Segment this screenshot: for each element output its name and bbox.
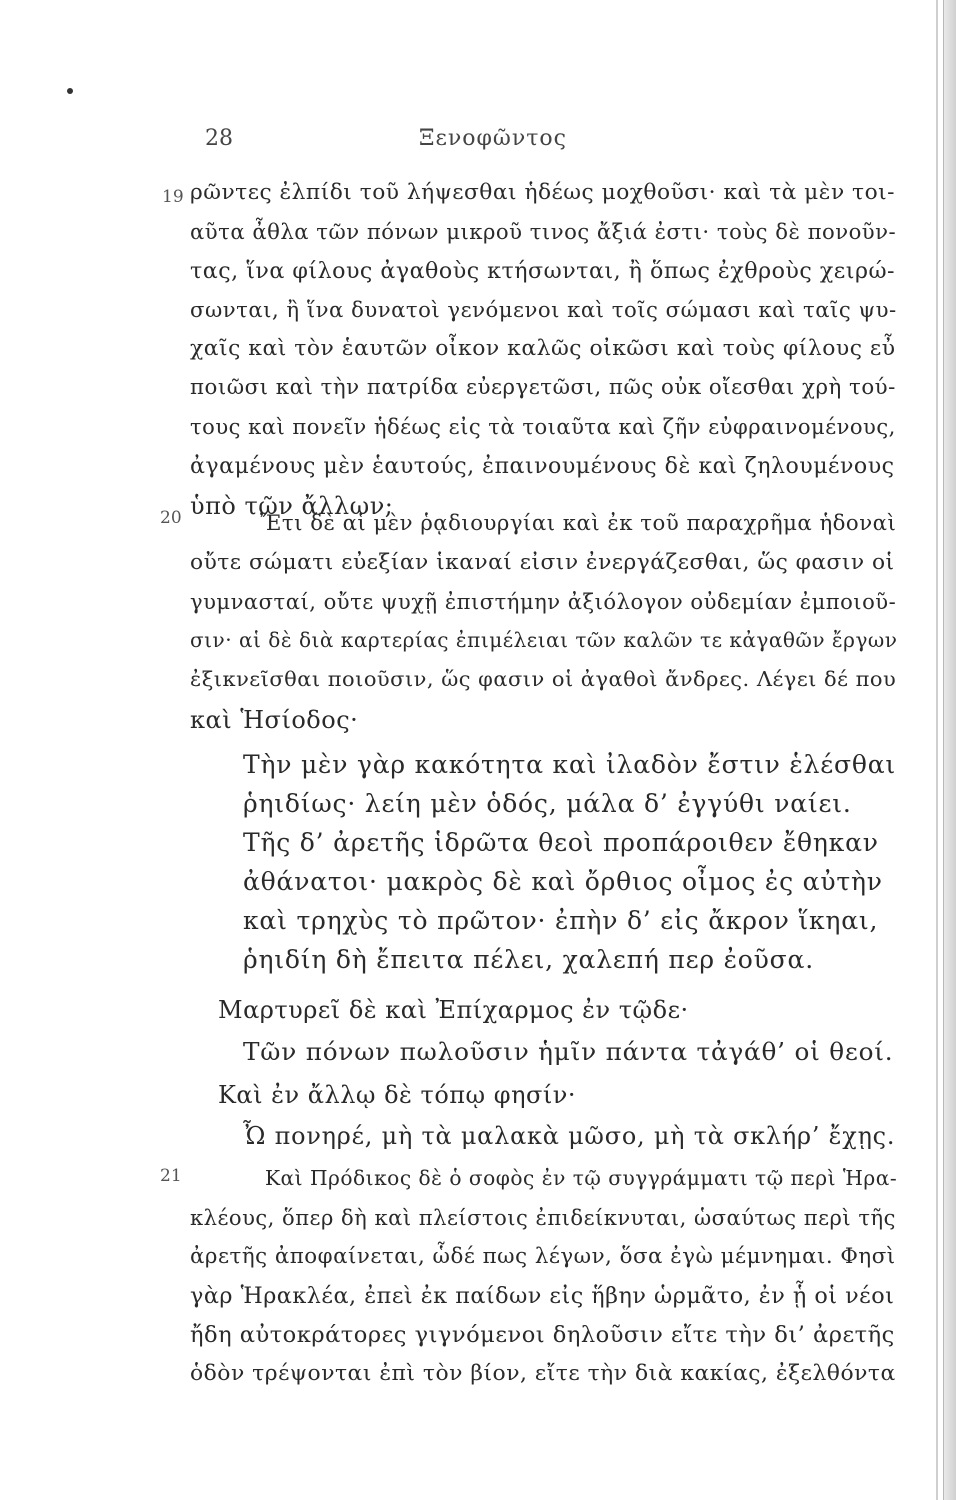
epicharmus-verse: Τῶν πόνων πωλοῦσιν ἡμῖν πάντα τἀγάθ’ οἱ θεοί. xyxy=(243,1037,894,1066)
page-edge xyxy=(943,0,956,1500)
epicharmus-intro: Μαρτυρεῖ δὲ καὶ Ἐπίχαρμος ἐν τῷδε· xyxy=(218,996,689,1024)
page-header xyxy=(0,122,956,162)
text-line: χαῖς καὶ τὸν ἑαυτῶν οἶκον καλῶς οἰκῶσι καὶ τοὺς φίλους εὖ xyxy=(190,336,896,361)
running-title: Ξενοφῶντος xyxy=(419,126,567,151)
page-edge-shadow xyxy=(936,0,938,1500)
ink-dot xyxy=(67,88,73,94)
verse-line: ἀθάνατοι· μακρὸς δὲ καὶ ὄρθιος οἶμος ἐς αὐτὴν xyxy=(243,867,883,896)
section-number-21: 21 xyxy=(160,1166,182,1186)
text-line: γυμνασταί, οὔτε ψυχῇ ἐπιστήμην ἀξιόλογον οὐδεμίαν ἐμποιοῦ- xyxy=(190,589,897,614)
verse-line: Τῆς δ’ ἀρετῆς ἱδρῶτα θεοὶ προπάροιθεν ἔθηκαν xyxy=(243,828,879,857)
epicharmus-verse-2: Ὦ πονηρέ, μὴ τὰ μαλακὰ μῶσο, μὴ τὰ σκλήρ’ ἔχῃς. xyxy=(243,1122,896,1150)
text-line: ἤδη αὐτοκράτορες γιγνόμενοι δηλοῦσιν εἴτε τὴν δι’ ἀρετῆς xyxy=(190,1322,895,1348)
verse-line: Τὴν μὲν γὰρ κακότητα καὶ ἰλαδὸν ἔστιν ἑλέσθαι xyxy=(243,750,897,779)
text-line: ὑπὸ τῶν ἄλλων; xyxy=(190,492,394,520)
section-number-20: 20 xyxy=(160,508,182,528)
text-line: τας, ἵνα φίλους ἀγαθοὺς κτήσωνται, ἢ ὅπως ἐχθροὺς χειρώ- xyxy=(190,258,896,284)
text-line: Καὶ Πρόδικος δὲ ὁ σοφὸς ἐν τῷ συγγράμματι τῷ περὶ Ἡρα- xyxy=(265,1166,898,1190)
text-line: οὔτε σώματι εὐεξίαν ἱκαναί εἰσιν ἐνεργάζεσθαι, ὥς φασιν οἱ xyxy=(190,550,895,575)
epicharmus-intro-2: Καὶ ἐν ἄλλῳ δὲ τόπῳ φησίν· xyxy=(218,1081,576,1109)
text-line: Ἔτι δὲ αἱ μὲν ῥᾳδιουργίαι καὶ ἐκ τοῦ παραχρῆμα ἡδοναὶ xyxy=(260,511,897,536)
verse-line: καὶ τρηχὺς τὸ πρῶτον· ἐπὴν δ’ εἰς ἄκρον ἵκηαι, xyxy=(243,906,879,935)
text-line: ἀρετῆς ἀποφαίνεται, ὧδέ πως λέγων, ὅσα ἐγὼ μέμνημαι. Φησὶ xyxy=(190,1244,896,1269)
page-number: 28 xyxy=(205,126,233,151)
text-line: ἐξικνεῖσθαι ποιοῦσιν, ὥς φασιν οἱ ἀγαθοὶ ἄνδρες. Λέγει δέ που xyxy=(190,667,897,691)
text-line: τους καὶ πονεῖν ἡδέως εἰς τὰ τοιαῦτα καὶ ζῆν εὐφραινομένους, xyxy=(190,414,896,439)
text-line: αῦτα ἆθλα τῶν πόνων μικροῦ τινος ἄξιά ἐστι· τοὺς δὲ πονοῦν- xyxy=(190,219,897,244)
text-line: ρῶντες ἐλπίδι τοῦ λήψεσθαι ἡδέως μοχθοῦσι· καὶ τὰ μὲν τοι- xyxy=(190,180,896,205)
text-line: ἀγαμένους μὲν ἑαυτούς, ἐπαινουμένους δὲ καὶ ζηλουμένους xyxy=(190,453,895,479)
text-line: καὶ Ἡσίοδος· xyxy=(190,706,359,734)
verse-line: ῥηιδίως· λείη μὲν ὁδός, μάλα δ’ ἐγγύθι ναίει. xyxy=(243,789,852,818)
text-line: ὁδὸν τρέψονται ἐπὶ τὸν βίον, εἴτε τὴν διὰ κακίας, ἐξελθόντα xyxy=(190,1361,896,1386)
text-line: ποιῶσι καὶ τὴν πατρίδα εὐεργετῶσι, πῶς οὐκ οἴεσθαι χρὴ τού- xyxy=(190,375,896,400)
text-line: κλέους, ὅπερ δὴ καὶ πλείστοις ἐπιδείκνυται, ὡσαύτως περὶ τῆς xyxy=(190,1205,896,1230)
text-line: σιν· αἱ δὲ διὰ καρτερίας ἐπιμέλειαι τῶν καλῶν τε κἀγαθῶν ἔργων xyxy=(190,628,898,652)
verse-line: ῥηιδίη δὴ ἔπειτα πέλει, χαλεπή περ ἐοῦσα. xyxy=(243,945,814,974)
text-line: γὰρ Ἡρακλέα, ἐπεὶ ἐκ παίδων εἰς ἥβην ὡρμᾶτο, ἐν ᾗ οἱ νέοι xyxy=(190,1283,895,1309)
text-line: σωνται, ἢ ἵνα δυνατοὶ γενόμενοι καὶ τοῖς σώμασι καὶ ταῖς ψυ- xyxy=(190,297,897,322)
section-number-19: 19 xyxy=(162,187,184,207)
